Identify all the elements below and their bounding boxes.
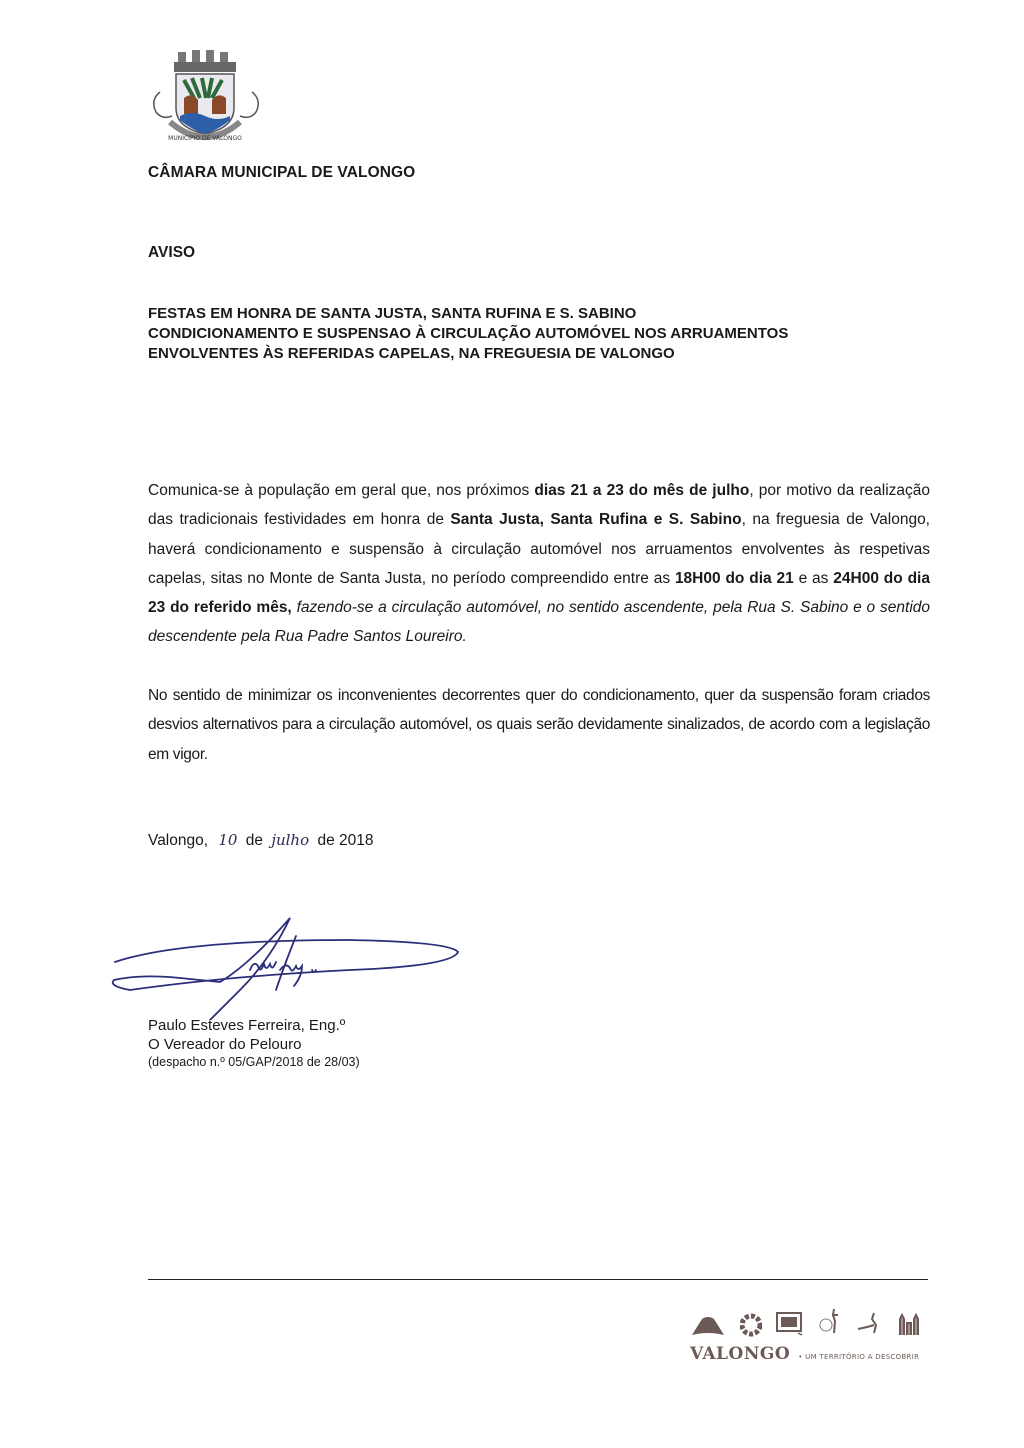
footer-icon-row xyxy=(690,1310,920,1342)
slate-board-icon xyxy=(776,1311,804,1342)
subject-line: FESTAS EM HONRA DE SANTA JUSTA, SANTA RUFINA E S. SABINO xyxy=(148,305,637,322)
organization-name: CÂMARA MUNICIPAL DE VALONGO xyxy=(148,164,416,181)
body-paragraph-notice xyxy=(148,476,930,652)
signature-block xyxy=(148,1016,360,1071)
bold-start-time: 18H00 do dia 21 xyxy=(674,569,794,587)
mountain-icon xyxy=(690,1315,726,1342)
municipal-coat-of-arms-icon xyxy=(146,44,266,144)
bold-saints: Santa Justa, Santa Rufina e S. Sabino xyxy=(450,511,742,529)
chapel-icon xyxy=(898,1311,920,1342)
date-year: 2018 xyxy=(339,832,374,849)
toy-figure-icon xyxy=(818,1307,842,1342)
date-connector: de xyxy=(245,832,264,849)
date-place: Valongo, xyxy=(148,832,209,849)
document-type-heading: AVISO xyxy=(148,244,196,261)
footer-divider xyxy=(148,1279,928,1280)
text-run: e as xyxy=(793,569,834,587)
biking-figure-icon xyxy=(856,1309,884,1342)
dateline xyxy=(148,831,374,850)
crest-ribbon-text: MUNICÍPIO DE VALONGO xyxy=(168,135,242,142)
brand-name: VALONGO xyxy=(690,1344,791,1364)
bold-end-time: 24H00 do dia 23 do referido mês, xyxy=(148,569,930,617)
handwritten-signature-icon xyxy=(100,900,480,1020)
italic-traffic-directions: fazendo-se a circulação automóvel, no sentido ascendente, pela Rua S. Sabino e o sentido descendente pela Rua Padre Santos Loureiro. xyxy=(148,599,930,646)
date-month-handwritten: julho xyxy=(271,831,310,849)
text-run: , por motivo da realização das tradicionais festividades em honra de xyxy=(148,482,930,529)
text-run: , na freguesia de Valongo, haverá condicionamento e suspensão à circulação automóvel nos arruamentos envolventes às respetivas capelas, sitas no Monte de Santa Justa, no período compreendido entre as xyxy=(148,511,930,587)
subject-line: ENVOLVENTES ÀS REFERIDAS CAPELAS, NA FREGUESIA DE VALONGO xyxy=(148,345,675,362)
brand-tagline: • UM TERRITÓRIO A DESCOBRIR xyxy=(798,1353,920,1361)
date-connector: de xyxy=(317,832,335,849)
subject-line: CONDICIONAMENTO E SUSPENSAO À CIRCULAÇÃO AUTOMÓVEL NOS ARRUAMENTOS xyxy=(148,325,789,342)
text-run: Comunica-se à população em geral que, nos próximos xyxy=(148,482,535,499)
footer-brand xyxy=(690,1344,919,1364)
signer-name: Paulo Esteves Ferreira, Eng.º xyxy=(148,1017,346,1034)
pastry-wreath-icon xyxy=(740,1313,762,1342)
body-paragraph-detours: No sentido de minimizar os inconvenientes decorrentes quer do condicionamento, quer da suspensão foram criados desvios alternativos para a circulação automóvel, os quais serão devidamente sinalizados, de acordo com a legislação em vigor. xyxy=(148,687,930,763)
footer-valongo-logo xyxy=(690,1310,960,1370)
subject-heading xyxy=(148,304,788,364)
signer-role: O Vereador do Pelouro xyxy=(148,1036,302,1053)
bold-dates: dias 21 a 23 do mês de julho xyxy=(534,482,750,499)
date-day-handwritten: 10 xyxy=(218,831,238,849)
signer-dispatch-reference: (despacho n.º 05/GAP/2018 de 28/03) xyxy=(148,1055,360,1069)
